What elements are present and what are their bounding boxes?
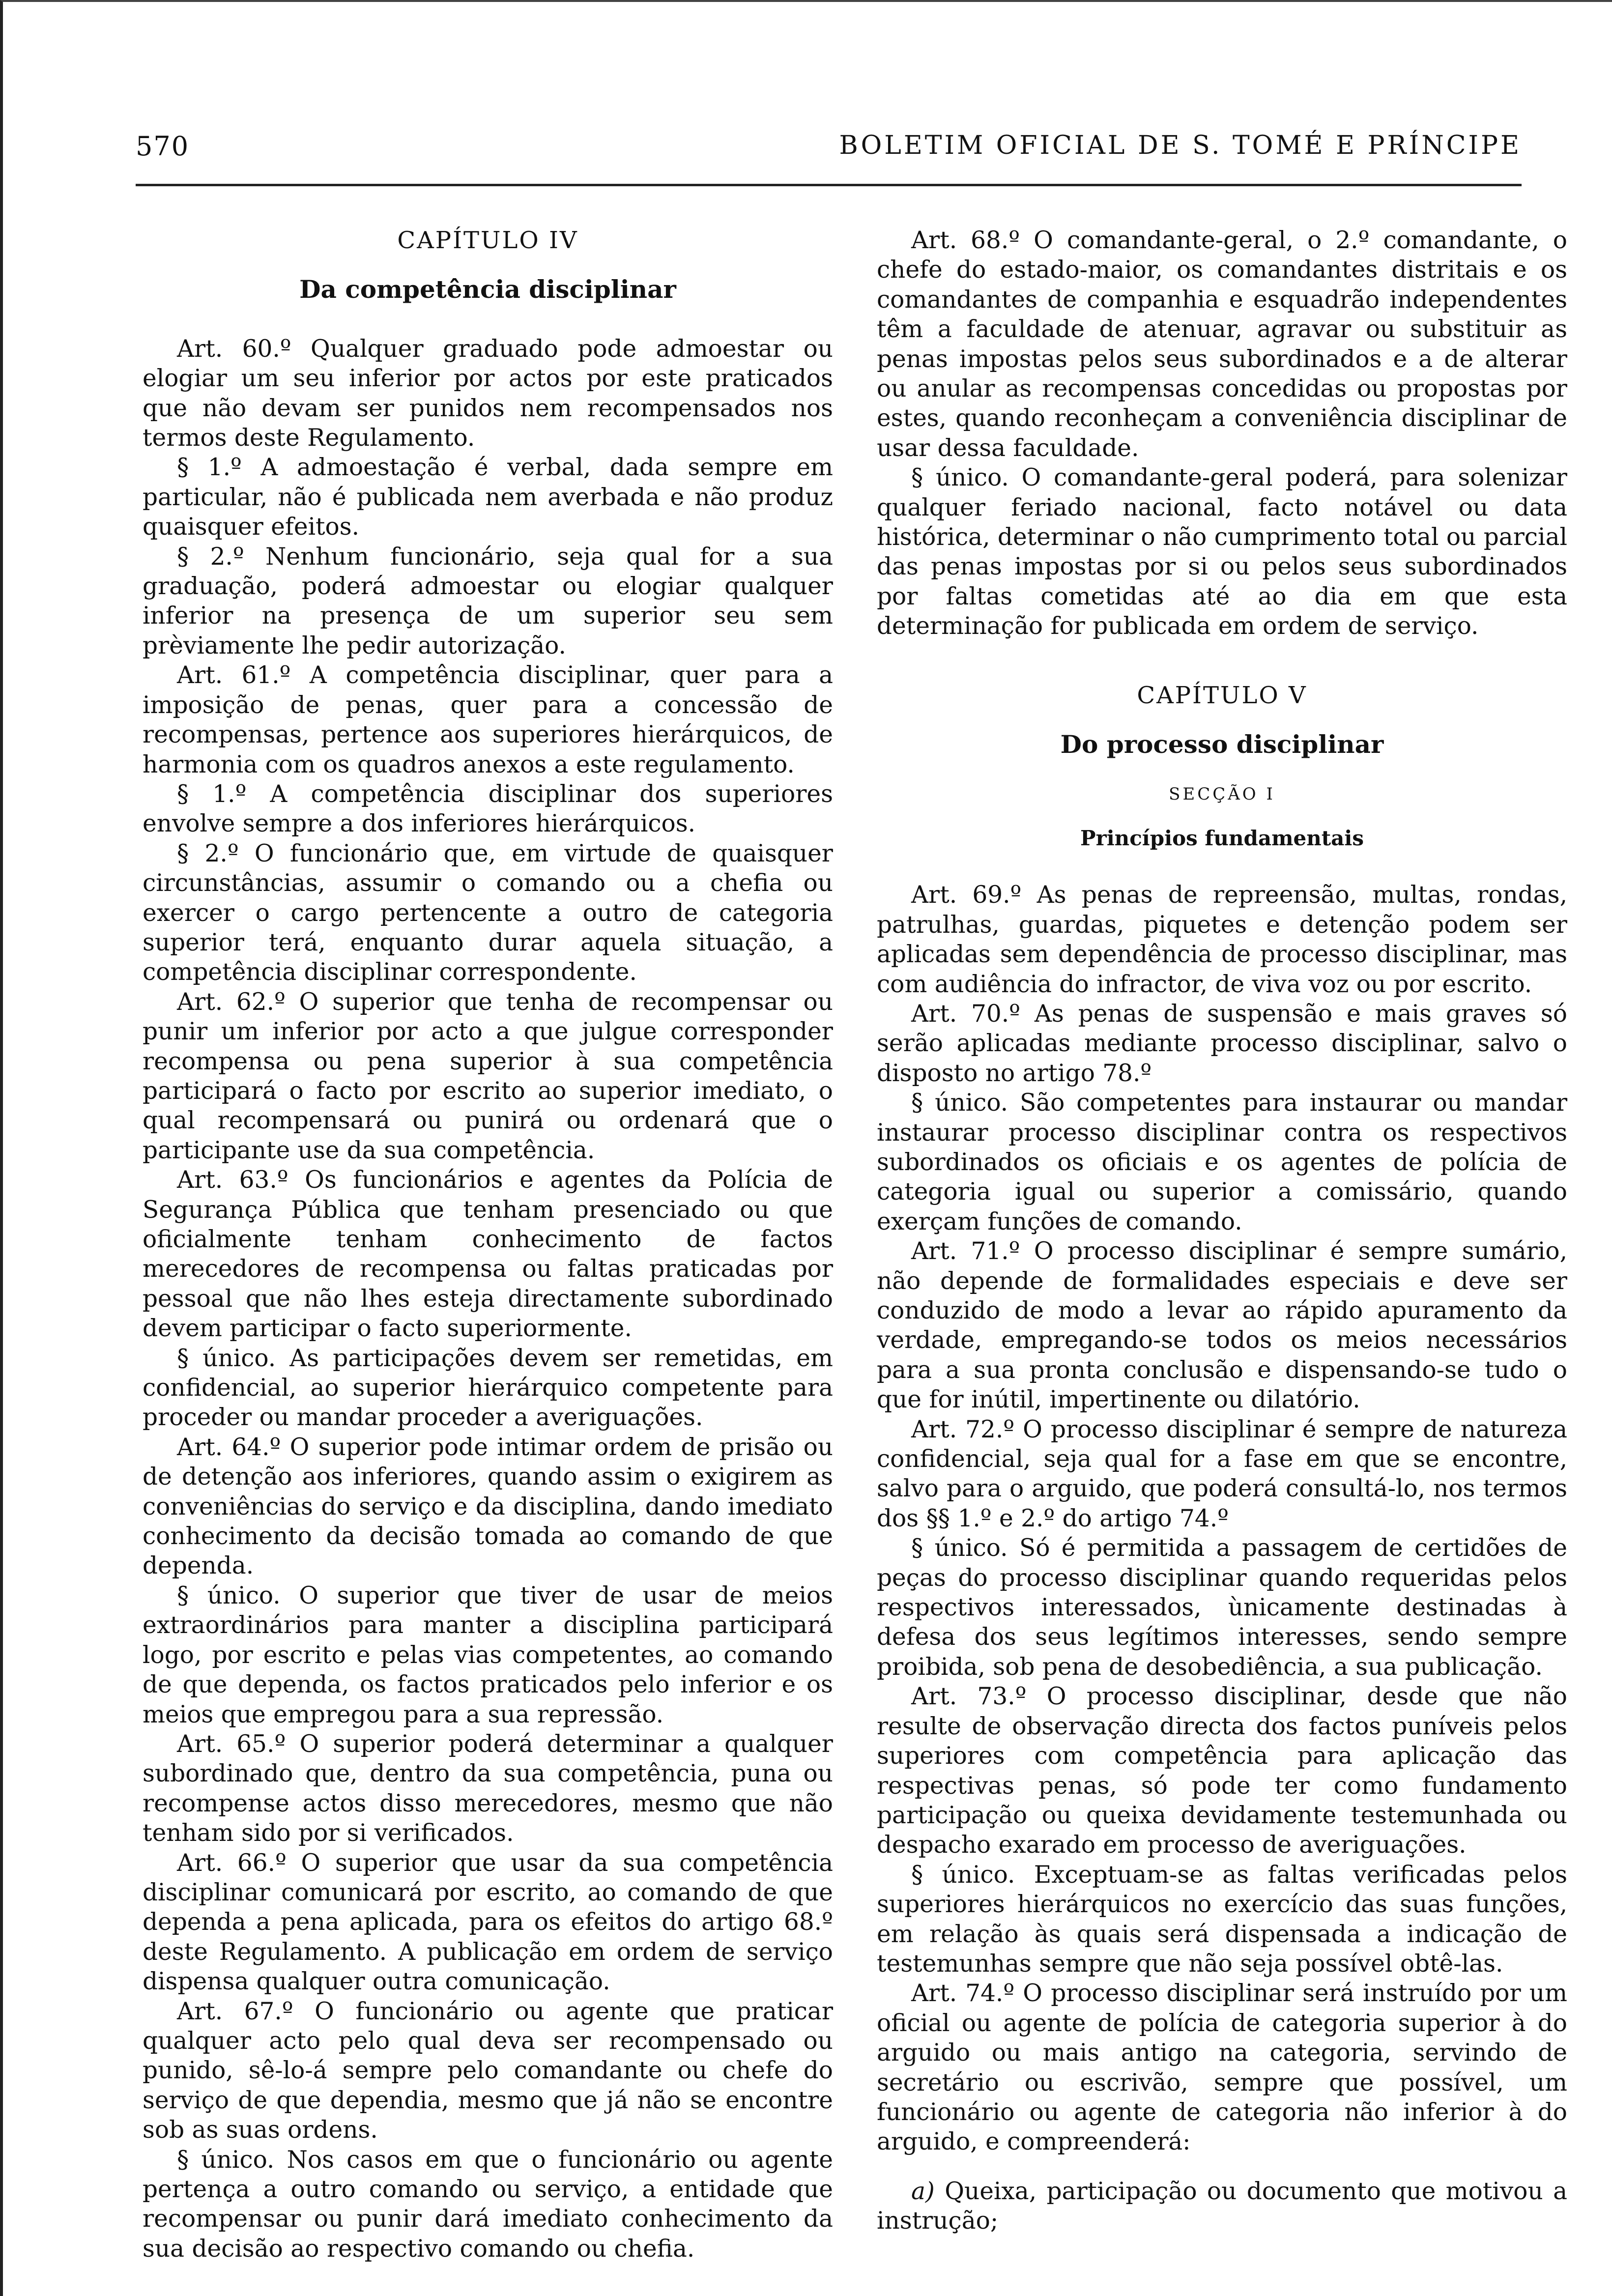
- paragraph-art-71: Art. 71.º O processo disciplinar é sempre sumário, não depende de formalidades especiais e deve ser conduzido de modo a levar ao rápido apuramento da verdade, empregando-se todos os meios necessários para a sua pronta conclusão e dispensando-se tudo o que for inútil, impertinente ou dilatório.: [877, 1237, 1567, 1414]
- section-i-label: SECÇÃO I: [1169, 784, 1275, 804]
- paragraph-art-60-par-2: § 2.º Nenhum funcionário, seja qual for a sua graduação, poderá admoestar ou elogiar qualquer inferior na presença de um superior seu sem prèviamente lhe pedir autorização.: [143, 543, 833, 660]
- paragraph-art-61-par-2: § 2.º O funcionário que, em virtude de quaisquer circunstâncias, assumir o comando ou a chefia ou exercer o cargo pertencente a outro de categoria superior terá, enquanto durar aquela situação, a competência disciplinar correspondente.: [143, 839, 833, 986]
- paragraph-art-63: Art. 63.º Os funcionários e agentes da Polícia de Segurança Pública que tenham presenciado ou que oficialmente tenham conhecimento de factos merecedores de recompensa ou faltas praticadas por pessoal que não lhes esteja directamente subordinado devem participar o facto superiormente.: [143, 1166, 833, 1343]
- paragraph-art-72-unico: § único. Só é permitida a passagem de certidões de peças do processo disciplinar quando requeridas pelos respectivos interessados, ùnicamente destinadas à defesa dos seus legítimos interesses, sendo sempre proibida, sob pena de desobediência, a sua publicação.: [877, 1534, 1567, 1681]
- chapter-iv-title: Da competência disciplinar: [299, 275, 676, 304]
- journal-title: BOLETIM OFICIAL DE S. TOMÉ E PRÍNCIPE: [839, 131, 1522, 160]
- paragraph-art-65: Art. 65.º O superior poderá determinar a qualquer subordinado que, dentro da sua competência, puna ou recompense actos disso merecedores, mesmo que não tenham sido por si verificados.: [143, 1730, 833, 1847]
- paragraph-art-73-unico: § único. Exceptuam-se as faltas verificadas pelos superiores hierárquicos no exercício das suas funções, em relação às quais será dispensada a indicação de testemunhas sempre que não seja possível obtê-las.: [877, 1861, 1567, 1978]
- paragraph-art-66: Art. 66.º O superior que usar da sua competência disciplinar comunicará por escrito, ao comando de que dependa a pena aplicada, para os efeitos do artigo 68.º deste Regulamento. A publicação em ordem de serviço dispensa qualquer outra comunicação.: [143, 1849, 833, 1996]
- paragraph-art-61-par-1: § 1.º A competência disciplinar dos superiores envolve sempre a dos inferiores hierárquicos.: [143, 780, 833, 838]
- section-i-title: Princípios fundamentais: [1080, 826, 1364, 850]
- chapter-iv-label: CAPÍTULO IV: [397, 227, 578, 254]
- paragraph-art-64: Art. 64.º O superior pode intimar ordem de prisão ou de detenção aos inferiores, quando assim o exigirem as conveniências do serviço e da disciplina, dando imediato conhecimento da decisão tomada ao comando de que dependa.: [143, 1433, 833, 1580]
- paragraph-art-68-unico: § único. O comandante-geral poderá, para solenizar qualquer feriado nacional, facto notável ou data histórica, determinar o não cumprimento total ou parcial das penas impostas por si ou pelos seus subordinados por faltas cometidas até ao dia em que esta determinação for publicada em ordem de serviço.: [877, 464, 1567, 640]
- list-item-a: [877, 2177, 1567, 2236]
- paragraph-art-70: Art. 70.º As penas de suspensão e mais graves só serão aplicadas mediante processo disciplinar, salvo o disposto no artigo 78.º: [877, 1000, 1567, 1087]
- paragraph-art-68: Art. 68.º O comandante-geral, o 2.º comandante, o chefe do estado-maior, os comandantes distritais e os comandantes de companhia e esquadrão independentes têm a faculdade de atenuar, agravar ou substituir as penas impostas pelos seus subordinados e a de alterar ou anular as recompensas concedidas ou propostas por estes, quando reconheçam a conveniência disciplinar de usar dessa faculdade.: [877, 227, 1567, 462]
- paragraph-art-60-par-1: § 1.º A admoestação é verbal, dada sempre em particular, não é publicada nem averbada e não produz quaisquer efeitos.: [143, 454, 833, 541]
- paragraph-art-63-unico: § único. As participações devem ser remetidas, em confidencial, ao superior hierárquico competente para proceder ou mandar proceder a averiguações.: [143, 1344, 833, 1432]
- chapter-v-title: Do processo disciplinar: [1060, 730, 1384, 759]
- list-item-a-text: Queixa, participação ou documento que motivou a instrução;: [877, 2177, 1567, 2235]
- header-rule: [136, 184, 1522, 186]
- paragraph-art-72: Art. 72.º O processo disciplinar é sempre de natureza confidencial, seja qual for a fase em que se encontre, salvo para o arguido, que poderá consultá-lo, nos termos dos §§ 1.º e 2.º do artigo 74.º: [877, 1415, 1567, 1532]
- paragraph-art-67: Art. 67.º O funcionário ou agente que praticar qualquer acto pelo qual deva ser recompensado ou punido, sê-lo-á sempre pelo comandante ou chefe do serviço de que dependia, mesmo que já não se encontre sob as suas ordens.: [143, 1997, 833, 2144]
- paragraph-art-61: Art. 61.º A competência disciplinar, quer para a imposição de penas, quer para a concessão de recompensas, pertence aos superiores hierárquicos, de harmonia com os quadros anexos a este regulamento.: [143, 661, 833, 778]
- paragraph-art-60: Art. 60.º Qualquer graduado pode admoestar ou elogiar um seu inferior por actos por este praticados que não devam ser punidos nem recompensados nos termos deste Regulamento.: [143, 335, 833, 452]
- page-header: [136, 131, 1522, 170]
- paragraph-art-62: Art. 62.º O superior que tenha de recompensar ou punir um inferior por acto a que julgue corresponder recompensa ou pena superior à sua competência participará o facto por escrito ao superior imediato, o qual recompensará ou punirá ou ordenará que o participante use da sua competência.: [143, 988, 833, 1164]
- paragraph-art-74: Art. 74.º O processo disciplinar será instruído por um oficial ou agente de polícia de categoria superior à do arguido ou mais antigo na categoria, servindo de secretário ou escrivão, sempre que possível, um funcionário ou agente de categoria não inferior à do arguido, e compreenderá:: [877, 1980, 1567, 2156]
- paragraph-art-73: Art. 73.º O processo disciplinar, desde que não resulte de observação directa dos factos puníveis pelos superiores com competência para aplicação das respectivas penas, só pode ter como fundamento participação ou queixa devidamente testemunhada ou despacho exarado em processo de averiguações.: [877, 1683, 1567, 1859]
- paragraph-art-64-unico: § único. O superior que tiver de usar de meios extraordinários para manter a disciplina participará logo, por escrito e pelas vias competentes, ao comando de que dependa, os factos praticados pelo inferior e os meios que empregou para a sua repressão.: [143, 1581, 833, 1728]
- list-item-a-label: a): [911, 2177, 935, 2205]
- paragraph-art-70-unico: § único. São competentes para instaurar ou mandar instaurar processo disciplinar contra os respectivos subordinados os oficiais e os agentes de polícia de categoria igual ou superior a comissário, quando exerçam funções de comando.: [877, 1089, 1567, 1235]
- right-column: [877, 226, 1567, 2236]
- paragraph-art-67-unico: § único. Nos casos em que o funcionário ou agente pertença a outro comando ou serviço, a entidade que recompensar ou punir dará imediato conhecimento da sua decisão ao respectivo comando ou chefia.: [143, 2146, 833, 2263]
- left-column: [143, 226, 833, 2264]
- page-number: 570: [136, 131, 190, 162]
- chapter-v-label: CAPÍTULO V: [1137, 681, 1307, 709]
- paragraph-art-69: Art. 69.º As penas de repreensão, multas, rondas, patrulhas, guardas, piquetes e detenção podem ser aplicadas sem dependência de processo disciplinar, mas com audiência do infractor, de viva voz ou por escrito.: [877, 881, 1567, 998]
